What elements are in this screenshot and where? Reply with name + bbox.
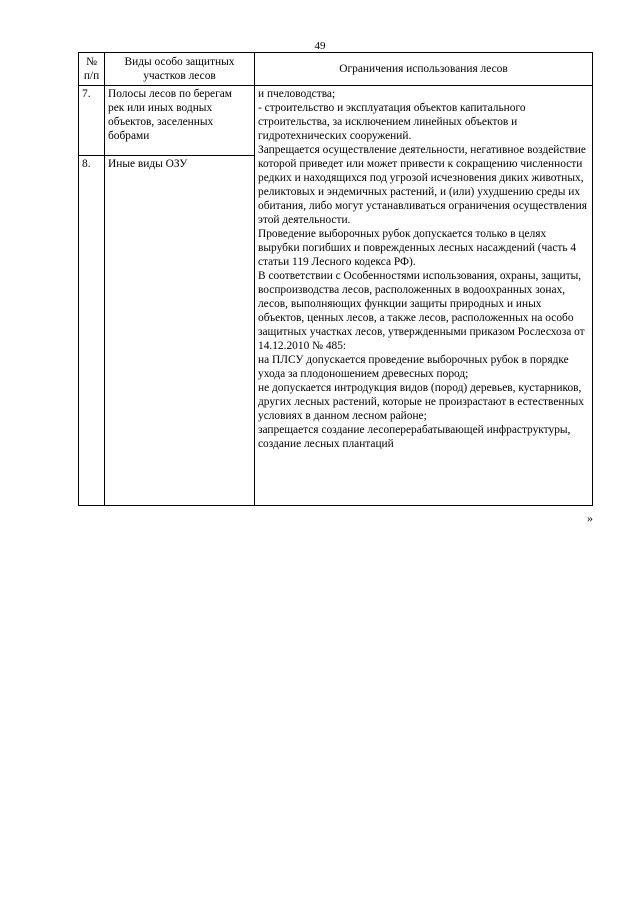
header-restrictions-text: Ограничения использования лесов: [339, 63, 508, 75]
row-8-type: Иные виды ОЗУ: [105, 156, 255, 506]
restriction-paragraph: запрещается создание лесоперерабатывающей инфраструктуры, создание лесных плантаций: [258, 424, 571, 450]
restriction-paragraph: Запрещается осуществление деятельности, негативное воздействие которой приведет или может привести к сокращению численности редких и находящихся под угрозой исчезновения диких животных, реликтовых и эндемичных растений, и (или) ухудшению среды их обитания, либо могут устанавливаться ограничения осуществления этой деятельности.: [258, 144, 587, 226]
row-7-type: Полосы лесов по берегам рек или иных водных объектов, заселенных бобрами: [105, 86, 255, 156]
restriction-paragraph: не допускается интродукция видов (пород) деревьев, кустарников, других лесных растений, которые не произрастают в естественных условиях в данном лесном районе;: [258, 382, 584, 422]
restriction-paragraph: на ПЛСУ допускается проведение выборочных рубок в порядке ухода за плодоношением древесных пород;: [258, 354, 569, 380]
page-number: 49: [314, 40, 326, 52]
header-restrictions: [255, 53, 593, 86]
row-8-num: 8.: [79, 156, 105, 506]
table-header-row: [79, 53, 593, 86]
restriction-paragraph: В соответствии с Особенностями использования, охраны, защиты, воспроизводства лесов, расположенных в водоохранных зонах, лесов, выполняющих функции защиты природных и иных объектов, ценных лесов, а также лесов, расположенных на особо защитных участках лесов, утвержденными приказом Рослесхоза от 14.12.2010 № 485:: [258, 270, 585, 352]
header-num: [79, 53, 105, 86]
header-num-text: № п/п: [83, 56, 100, 82]
restriction-paragraph: - строительство и эксплуатация объектов капитального строительства, за исключением линейных объектов и гидротехнических сооружений.: [258, 102, 526, 142]
header-type: [105, 53, 255, 86]
restriction-paragraph: и пчеловодства;: [258, 88, 336, 100]
restrictions-cell: [255, 86, 593, 506]
restriction-paragraph: Проведение выборочных рубок допускается только в целях вырубки погибших и поврежденных лесных насаждений (часть 4 статьи 119 Лесного кодекса РФ).: [258, 228, 577, 268]
row-7-num: 7.: [79, 86, 105, 156]
closing-quote: »: [587, 511, 593, 525]
table-row: [79, 86, 593, 156]
header-type-text: Виды особо защитных участков лесов: [124, 56, 235, 82]
restrictions-table: [78, 52, 593, 506]
